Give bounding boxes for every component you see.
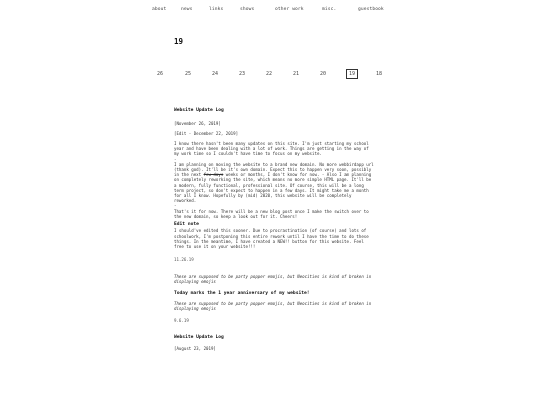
post-date: [November 26, 2019] <box>174 120 221 126</box>
page-link[interactable]: 18 <box>375 71 383 77</box>
post-paragraph <box>174 161 377 204</box>
nav-link-guestbook[interactable]: guestbook <box>358 7 384 12</box>
page-link[interactable]: 26 <box>156 71 164 77</box>
post-paragraph: That's it for now. There will be a new blog post once I make the switch over to the new domain, so keep a look out for it. Cheers! <box>174 208 372 219</box>
nav-link-shows[interactable]: shows <box>240 7 255 12</box>
page-link[interactable]: 25 <box>184 71 192 77</box>
page-link[interactable]: 24 <box>211 71 219 77</box>
post-edit-date: [Edit - December 22, 2019] <box>174 130 239 136</box>
post-intro: These are supposed to be party popper emojis, but Neocities is kind of broken in displaying emojis <box>174 274 374 285</box>
pagination <box>0 69 540 81</box>
page-link[interactable]: 22 <box>265 71 273 77</box>
nav-link-links[interactable]: links <box>209 7 224 12</box>
post-paragraph: I know there hasn't been many updates on this site. I'm just starting my school year and have been dealing with a lot of work. Things are getting in the way of my work time so I couldn't have time to focus on my website. <box>174 140 372 157</box>
edit-note-text: I should've edited this sooner. Due to procrastination (of course) and lots of schoolwork, I'm postponing this entire rework until I have the time to do these things. In the meantime, I have created a NEW!! button for this website. Feel free to use it on your website!!! <box>174 228 372 250</box>
post-title: Website Update Log <box>174 334 224 340</box>
post-separator: - <box>174 203 177 209</box>
page-link-current[interactable]: 19 <box>346 69 358 79</box>
post-footer-date: 11.26.19 <box>174 257 194 263</box>
post-text: weeks or months, I don't know for now. - Also I am planning on completely reworking the site, which means no more simple HTML page. It'll be a modern, fully functional, professional site. Of course, this will be a long term project, so don't expect to happen in a few days. It might take me a month for all I know. Hopefully by (mid) 2020, this website will be completely reworked. <box>174 172 374 204</box>
post-footer-date: 9.6.19 <box>174 317 189 323</box>
strikethrough-text: few days <box>203 172 224 178</box>
post-date: [August 23, 2019] <box>174 346 216 352</box>
nav-link-misc[interactable]: misc. <box>322 7 337 12</box>
edit-note-title: Edit note <box>174 221 199 227</box>
page-link[interactable]: 20 <box>319 71 327 77</box>
page-title: 19 <box>174 37 184 46</box>
post-text: I am planning on moving the website to a brand new domain. No more webbirdapp url (thank god). It'll be it's own domain. Expect this to happen very soon, possibly in the next <box>174 161 377 178</box>
nav-link-about[interactable]: about <box>152 7 167 12</box>
post-paragraph: These are supposed to be party popper emojis, but Neocities is kind of broken in displaying emojis <box>174 301 374 312</box>
post-title: Website Update Log <box>174 108 224 113</box>
top-nav <box>0 7 540 17</box>
post-title: Today marks the 1 year anniversary of my website! <box>174 290 310 296</box>
page-link[interactable]: 21 <box>292 71 300 77</box>
blog-content <box>174 108 377 355</box>
nav-link-other-work[interactable]: other work <box>275 7 304 12</box>
post-separator: - <box>174 156 177 162</box>
page-link[interactable]: 23 <box>238 71 246 77</box>
nav-link-news[interactable]: news <box>181 7 193 12</box>
